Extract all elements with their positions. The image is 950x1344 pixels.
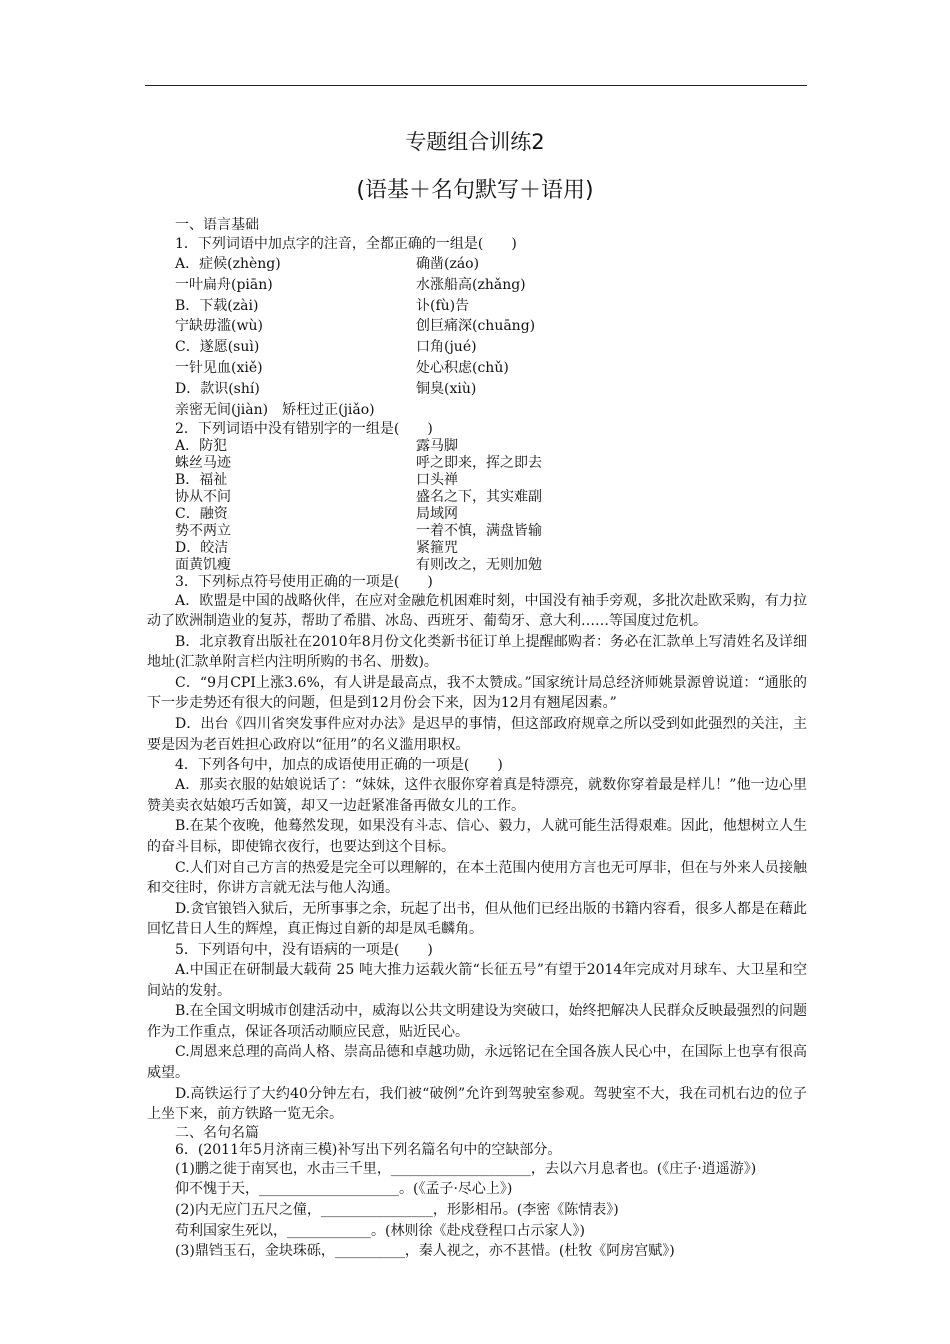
option-cell: 呼之即来，挥之即去 [416, 455, 542, 472]
option-cell: 有则改之，无则加勉 [416, 556, 542, 573]
option-text: D．出台《四川省突发事件应对办法》是迟早的事情，但这部政府规章之所以受到如此强烈的关注，主要是因为老百姓担心政府以“征用”的名义滥用职权。 [147, 716, 807, 753]
option-cell: A．症候(zhèng) [175, 256, 281, 272]
option-text: C．“9月CPI上涨3.6%，有人讲是最高点，我不太赞成。”国家统计局总经济师姚景源曾说道：“通胀的下一步走势还有很大的问题，但是到12月份会下来，因为12月有翘尾因素。” [147, 674, 807, 712]
option-text: B.在全国文明城市创建活动中，威海以公共文明建设为突破口，始终把解决人民群众反映最强烈的问题作为工作重点，保证各项活动顺应民意，贴近民心。 [147, 1003, 807, 1040]
question-stem: 5．下列语句中，没有语病的一项是( ) [175, 942, 433, 958]
section-heading: 二、名句名篇 [175, 1124, 259, 1141]
option-cell: 局域网 [416, 505, 458, 522]
option-cell: 露马脚 [416, 438, 458, 455]
option-cell: B．福祉 [175, 472, 228, 489]
option-cell: 宁缺毋滥(wù) [175, 318, 263, 335]
question-stem: 3．下列标点符号使用正确的一项是( ) [175, 573, 433, 590]
option-row [175, 275, 807, 296]
option-row [175, 438, 807, 455]
q2-options [175, 438, 807, 573]
option-text: A．那卖衣服的姑娘说话了：“妹妹，这件衣服你穿着真是特漂亮，就数你穿着最是样儿！”他一边心里赞美卖衣姑娘巧舌如簧，却又一边赶紧准备再做女儿的工作。 [147, 777, 807, 814]
fill-line: 仰不愧于天，____________________。(《孟子·尽心上》) [175, 1181, 513, 1198]
option-cell: 势不两立 [175, 522, 231, 539]
question-stem: 6．(2011年5月济南三模)补写出下列名篇名句中的空缺部分。 [175, 1141, 562, 1158]
option-row [175, 316, 807, 337]
option-row [175, 540, 807, 557]
question-stem: 2．下列词语中没有错别字的一组是( ) [175, 421, 433, 438]
option-text: A．欧盟是中国的战略伙伴，在应对金融危机困难时刻，中国没有袖手旁观，多批次赴欧采购，有力拉动了欧洲制造业的复苏，帮助了希腊、冰岛、西班牙、葡萄牙、意大利……等国度过危机。 [147, 592, 807, 630]
option-row [175, 296, 807, 317]
question-stem: 1．下列词语中加点字的注音，全都正确的一组是( ) [175, 236, 517, 252]
option-row [175, 523, 807, 540]
option-row [175, 472, 807, 489]
option-cell: A．防犯 [175, 438, 228, 455]
option-cell: 面黄饥瘦 [175, 556, 231, 573]
fill-line: 苟利国家生死以，____________。(林则徐《赴戍登程口占示家人》) [175, 1222, 585, 1239]
option-cell: 确凿(záo) [416, 256, 480, 272]
option-cell: 讣(fù)告 [416, 297, 470, 314]
option-cell: 一叶扁舟(piān) [175, 276, 273, 293]
section-heading: 一、语言基础 [175, 217, 259, 233]
option-row [175, 506, 807, 523]
option-row [175, 400, 807, 421]
option-row [175, 254, 807, 275]
option-row [175, 489, 807, 506]
option-row [175, 358, 807, 379]
question-stem: 4．下列各句中，加点的成语使用正确的一项是( ) [175, 757, 503, 774]
option-cell: 蛛丝马迹 [175, 455, 231, 472]
option-cell: 一着不慎，满盘皆输 [416, 522, 542, 539]
option-cell: D．皎洁 [175, 539, 229, 556]
fill-line: (1)鹏之徙于南冥也，水击三千里，____________________，去以六月息者也。(《庄子·逍遥游》) [175, 1160, 757, 1177]
document-body [147, 217, 807, 1262]
option-cell: C．融资 [175, 505, 228, 522]
fill-line: (2)内无应门五尺之僮，________________，形影相吊。(李密《陈情表》) [175, 1201, 619, 1218]
option-cell: D．款识(shí) [175, 380, 260, 397]
option-text: D.贪官锒铛入狱后，无所事事之余，玩起了出书，但从他们已经出版的书籍内容看，很多人都是在藉此回忆昔日人生的辉煌，真正悔过自新的却是凤毛麟角。 [147, 900, 807, 938]
option-row [175, 379, 807, 400]
option-cell: C．遂愿(suì) [175, 339, 260, 356]
page-title: 专题组合训练2 [405, 130, 545, 154]
option-cell: 水涨船高(zhǎng) [416, 276, 526, 293]
q1-options [175, 254, 807, 420]
option-cell: 创巨痛深(chuāng) [416, 318, 536, 335]
option-text: B．北京教育出版社在2010年8月份文化类新书征订单上提醒邮购者：务必在汇款单上写清姓名及详细地址(汇款单附言栏内注明所购的书名、册数)。 [147, 633, 807, 671]
option-text: A.中国正在研制最大载荷 25 吨大推力运载火箭“长征五号”有望于2014年完成对月球车、大卫星和空间站的发射。 [147, 962, 807, 999]
option-text: D.高铁运行了大约40分钟左右，我们被“破例”允许到驾驶室参观。驾驶室不大，我在司机右边的位子上坐下来，前方铁路一览无余。 [147, 1085, 807, 1123]
option-cell: 盛名之下，其实难副 [416, 489, 542, 506]
option-cell: B．下载(zài) [175, 297, 259, 314]
page-subtitle: (语基＋名句默写＋语用) [356, 178, 594, 203]
option-row [175, 455, 807, 472]
option-cell: 协从不问 [175, 489, 231, 506]
option-cell: 口角(jué) [416, 339, 477, 356]
option-cell: 亲密无间(jiàn) 矫枉过正(jiǎo) [175, 401, 375, 418]
option-text: C.人们对自己方言的热爱是完全可以理解的，在本土范围内使用方言也无可厚非，但在与外来人员接触和交往时，你讲方言就无法与他人沟通。 [147, 859, 807, 897]
option-row [175, 557, 807, 574]
option-cell: 紧箍咒 [416, 539, 458, 556]
option-text: B.在某个夜晚，他蓦然发现，如果没有斗志、信心、毅力，人就可能生活得艰难。因此，他想树立人生的奋斗目标，即使锦衣夜行，也要达到这个目标。 [147, 818, 807, 856]
option-cell: 口头禅 [416, 472, 458, 489]
option-cell: 一针见血(xiě) [175, 359, 263, 376]
fill-line: (3)鼎铛玉石，金块珠砾，__________，秦人视之，亦不甚惜。(杜牧《阿房宫赋》) [175, 1243, 675, 1260]
header-rule [145, 85, 807, 86]
option-row [175, 337, 807, 358]
option-text: C.周恩来总理的高尚人格、崇高品德和卓越功勋，永远铭记在全国各族人民心中，在国际上也享有很高威望。 [147, 1044, 807, 1081]
option-cell: 处心积虑(chǔ) [416, 359, 509, 376]
option-cell: 铜臭(xiù) [416, 380, 477, 397]
